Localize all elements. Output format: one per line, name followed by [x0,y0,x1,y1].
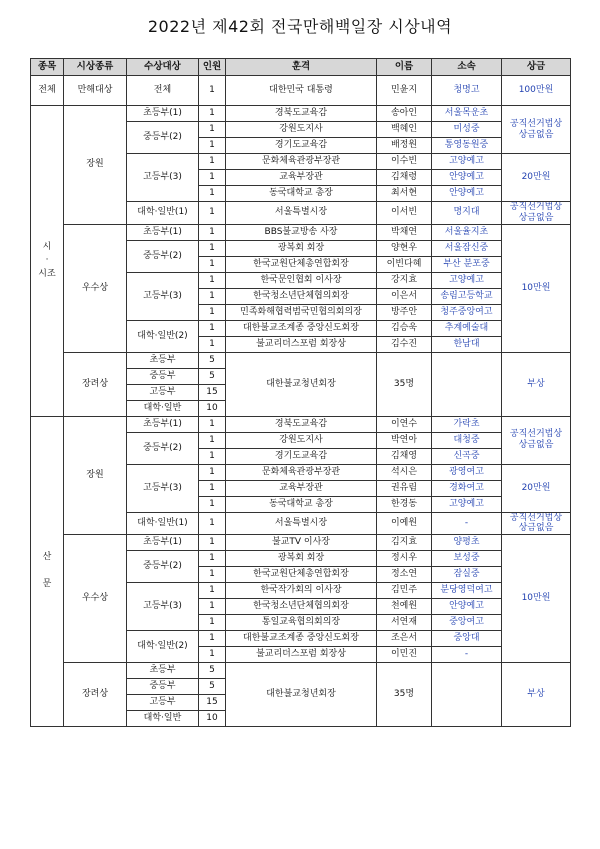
overall-award: 만해대상 [64,76,127,106]
overall-row [31,76,571,106]
target-cell: 대학·일반(2) [127,320,199,352]
affiliation-cell: 양평초 [432,535,502,551]
count-cell: 5 [199,663,226,679]
overall-affiliation: 청명고 [432,76,502,106]
affiliation-cell: 가락초 [432,416,502,432]
count-cell: 1 [199,288,226,304]
target-cell: 고등부 [127,695,199,711]
affiliation-cell: - [432,512,502,535]
honor-cell: 동국대학교 총장 [226,496,377,512]
name-cell: 정시우 [377,551,432,567]
count-cell: 1 [199,432,226,448]
header-target: 수상대상 [127,59,199,76]
count-cell: 1 [199,122,226,138]
overall-target: 전체 [127,76,199,106]
honor-cell: 경북도교육감 [226,106,377,122]
count-cell: 1 [199,154,226,170]
honor-cell: 불교리더스포럼 회장상 [226,647,377,663]
honor-cell: 서울특별시장 [226,512,377,535]
target-cell: 고등부(3) [127,272,199,320]
target-cell: 초등부 [127,663,199,679]
count-cell: 1 [199,170,226,186]
prize-cell: 공직선거법상 상금없음 [502,202,571,225]
affiliation-cell: 고양예고 [432,272,502,288]
award-type-cell: 우수상 [64,224,127,352]
count-cell: 1 [199,599,226,615]
name-cell: 이민진 [377,647,432,663]
header-affiliation: 소속 [432,59,502,76]
affiliation-cell: 부산 분포중 [432,256,502,272]
target-cell: 초등부(1) [127,106,199,122]
table-body [31,76,571,727]
count-cell: 1 [199,336,226,352]
honor-cell: 한국교원단체총연합회장 [226,567,377,583]
honor-cell: 민족화해협력범국민협의회의장 [226,304,377,320]
count-cell: 1 [199,480,226,496]
count-cell: 1 [199,647,226,663]
table-row [31,106,571,122]
affiliation-cell: 분당영덕여고 [432,583,502,599]
name-cell: 이빈다혜 [377,256,432,272]
count-cell: 10 [199,711,226,727]
name-cell: 배정원 [377,138,432,154]
name-cell: 송아인 [377,106,432,122]
affiliation-cell: 통영동원중 [432,138,502,154]
prize-cell: 부상 [502,352,571,416]
name-cell: 김채영 [377,448,432,464]
award-table [30,58,571,727]
count-cell: 1 [199,320,226,336]
affiliation-cell: 고양예고 [432,496,502,512]
target-cell: 고등부(3) [127,464,199,512]
overall-count: 1 [199,76,226,106]
prize-cell: 20만원 [502,154,571,202]
overall-honor: 대한민국 대통령 [226,76,377,106]
count-cell: 1 [199,615,226,631]
name-cell: 김민주 [377,583,432,599]
name-cell: 조은서 [377,631,432,647]
count-cell: 1 [199,631,226,647]
name-cell: 이서빈 [377,202,432,225]
affiliation-cell: 경화여고 [432,480,502,496]
prize-cell: 공직선거법상 상금없음 [502,416,571,464]
affiliation-cell: 잠실중 [432,567,502,583]
target-cell: 초등부(1) [127,224,199,240]
target-cell: 초등부(1) [127,535,199,551]
count-cell: 1 [199,224,226,240]
count-cell: 15 [199,384,226,400]
affiliation-cell: 안양예고 [432,186,502,202]
target-cell: 고등부 [127,384,199,400]
name-cell: 이예원 [377,512,432,535]
category-cell: 시 · 시조 [31,106,64,417]
award-type-cell: 장려상 [64,352,127,416]
count-cell: 1 [199,186,226,202]
honor-cell: 한국교원단체총연합회장 [226,256,377,272]
honor-cell: 강원도지사 [226,122,377,138]
affiliation-cell: 광영여고 [432,464,502,480]
affiliation-cell: 추계예술대 [432,320,502,336]
name-cell: 박채연 [377,224,432,240]
name-cell: 김채령 [377,170,432,186]
prize-cell: 10만원 [502,535,571,663]
header-honor: 훈격 [226,59,377,76]
honor-cell: 광복회 회장 [226,551,377,567]
overall-category: 전체 [31,76,64,106]
document-title: 2022년 제42회 전국만해백일장 시상내역 [147,17,453,36]
name-cell: 양현우 [377,240,432,256]
count-cell: 5 [199,679,226,695]
target-cell: 고등부(3) [127,154,199,202]
affiliation-cell: 중앙대 [432,631,502,647]
count-cell: 1 [199,304,226,320]
honor-cell: 문화체육관광부장관 [226,154,377,170]
honor-cell: 대한불교조계종 중앙신도회장 [226,320,377,336]
count-cell: 1 [199,535,226,551]
affiliation-cell: 고양예고 [432,154,502,170]
name-cell: 한경동 [377,496,432,512]
count-cell: 1 [199,464,226,480]
target-cell: 중등부 [127,679,199,695]
header-category: 종목 [31,59,64,76]
honor-cell: 동국대학교 총장 [226,186,377,202]
count-cell: 1 [199,551,226,567]
honor-cell: 대한불교청년회장 [226,352,377,416]
award-type-cell: 장원 [64,106,127,225]
name-cell: 이은서 [377,288,432,304]
honor-cell: 대한불교조계종 중앙신도회장 [226,631,377,647]
count-cell: 1 [199,240,226,256]
target-cell: 중등부(2) [127,551,199,583]
award-type-cell: 장원 [64,416,127,535]
honor-cell: 경기도교육감 [226,448,377,464]
affiliation-cell [432,663,502,727]
prize-cell: 공직선거법상 상금없음 [502,512,571,535]
name-cell: 백혜인 [377,122,432,138]
overall-name: 민윤지 [377,76,432,106]
name-cell: 서연재 [377,615,432,631]
honor-cell: 서울특별시장 [226,202,377,225]
header-prize: 상금 [502,59,571,76]
target-cell: 중등부(2) [127,122,199,154]
name-cell: 김지효 [377,535,432,551]
affiliation-cell [432,352,502,416]
header-award-type: 시상종류 [64,59,127,76]
honor-cell: 한국청소년단체협의회장 [226,288,377,304]
award-type-cell: 장려상 [64,663,127,727]
target-cell: 대학·일반 [127,711,199,727]
table-row [31,224,571,240]
header-count: 인원 [199,59,226,76]
honor-cell: 불교TV 이사장 [226,535,377,551]
header-row [31,59,571,76]
name-cell: 권유림 [377,480,432,496]
header-name: 이름 [377,59,432,76]
target-cell: 중등부(2) [127,432,199,464]
affiliation-cell: 서울율지초 [432,224,502,240]
prize-cell: 부상 [502,663,571,727]
name-cell: 35명 [377,663,432,727]
target-cell: 대학·일반(1) [127,202,199,225]
table-row [31,416,571,432]
count-cell: 1 [199,106,226,122]
name-cell: 35명 [377,352,432,416]
award-type-cell: 우수상 [64,535,127,663]
target-cell: 대학·일반(1) [127,512,199,535]
count-cell: 5 [199,352,226,368]
target-cell: 고등부(3) [127,583,199,631]
target-cell: 초등부(1) [127,416,199,432]
affiliation-cell: 보성중 [432,551,502,567]
name-cell: 이수빈 [377,154,432,170]
count-cell: 1 [199,272,226,288]
honor-cell: 교육부장관 [226,170,377,186]
affiliation-cell: 중앙여고 [432,615,502,631]
target-cell: 초등부 [127,352,199,368]
count-cell: 1 [199,496,226,512]
name-cell: 정소연 [377,567,432,583]
affiliation-cell: 서울목운초 [432,106,502,122]
affiliation-cell: 한남대 [432,336,502,352]
affiliation-cell: - [432,647,502,663]
name-cell: 강지효 [377,272,432,288]
honor-cell: 문화체육관광부장관 [226,464,377,480]
table-row [31,535,571,551]
name-cell: 김수진 [377,336,432,352]
honor-cell: 광복회 회장 [226,240,377,256]
target-cell: 대학·일반(2) [127,631,199,663]
table-row [31,352,571,368]
count-cell: 10 [199,400,226,416]
honor-cell: 통일교육협의회의장 [226,615,377,631]
honor-cell: 교육부장관 [226,480,377,496]
honor-cell: 한국문인협회 이사장 [226,272,377,288]
honor-cell: 경북도교육감 [226,416,377,432]
overall-prize: 100만원 [502,76,571,106]
name-cell: 천예원 [377,599,432,615]
count-cell: 1 [199,256,226,272]
name-cell: 박연아 [377,432,432,448]
affiliation-cell: 신곡중 [432,448,502,464]
table-row [31,663,571,679]
count-cell: 1 [199,138,226,154]
count-cell: 15 [199,695,226,711]
affiliation-cell: 청주중앙여고 [432,304,502,320]
count-cell: 1 [199,567,226,583]
honor-cell: BBS불교방송 사장 [226,224,377,240]
honor-cell: 강원도지사 [226,432,377,448]
affiliation-cell: 서울잠신중 [432,240,502,256]
count-cell: 1 [199,448,226,464]
count-cell: 5 [199,368,226,384]
honor-cell: 불교리더스포럼 회장상 [226,336,377,352]
affiliation-cell: 송림고등학교 [432,288,502,304]
count-cell: 1 [199,583,226,599]
affiliation-cell: 명지대 [432,202,502,225]
affiliation-cell: 안양예고 [432,599,502,615]
category-cell: 산 문 [31,416,64,727]
count-cell: 1 [199,202,226,225]
name-cell: 석시은 [377,464,432,480]
name-cell: 최서현 [377,186,432,202]
target-cell: 중등부 [127,368,199,384]
target-cell: 대학·일반 [127,400,199,416]
prize-cell: 10만원 [502,224,571,352]
target-cell: 중등부(2) [127,240,199,272]
affiliation-cell: 안양예고 [432,170,502,186]
affiliation-cell: 미성중 [432,122,502,138]
honor-cell: 경기도교육감 [226,138,377,154]
count-cell: 1 [199,512,226,535]
name-cell: 방주안 [377,304,432,320]
honor-cell: 대한불교청년회장 [226,663,377,727]
honor-cell: 한국청소년단체협의회장 [226,599,377,615]
honor-cell: 한국작가회의 이사장 [226,583,377,599]
name-cell: 김승욱 [377,320,432,336]
affiliation-cell: 대청중 [432,432,502,448]
name-cell: 이연수 [377,416,432,432]
prize-cell: 공직선거법상 상금없음 [502,106,571,154]
prize-cell: 20만원 [502,464,571,512]
count-cell: 1 [199,416,226,432]
